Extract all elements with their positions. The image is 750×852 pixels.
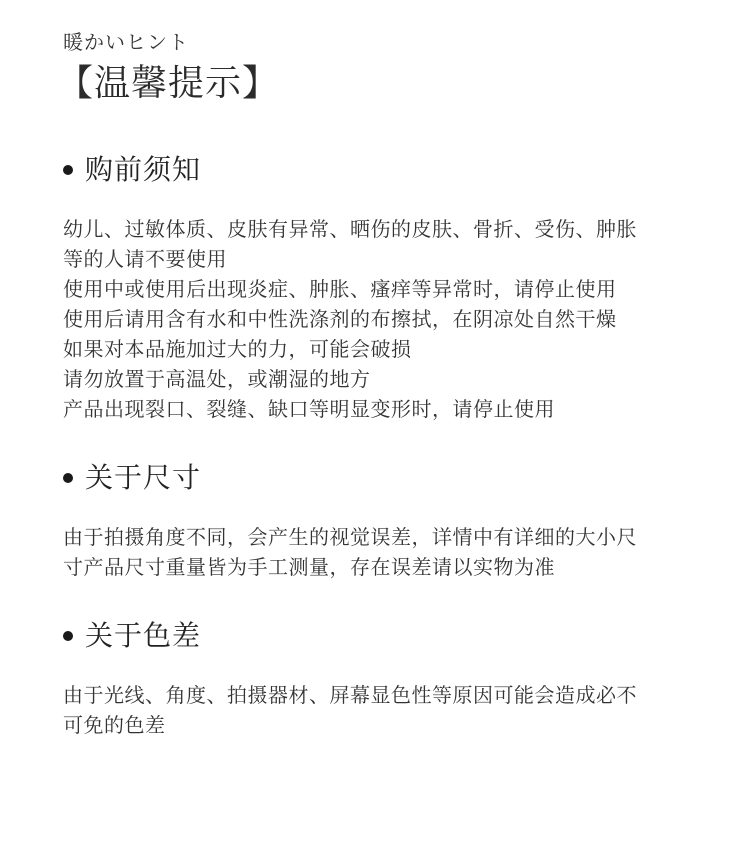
text-line: 寸产品尺寸重量皆为手工测量，存在误差请以实物为准 — [63, 555, 555, 579]
section-heading — [63, 616, 690, 656]
text-line: 由于光线、角度、拍摄器材、屏幕显色性等原因可能会造成必不 — [63, 683, 637, 707]
section-body — [63, 214, 690, 424]
section-heading — [63, 150, 690, 190]
text-line: 由于拍摄角度不同，会产生的视觉误差，详情中有详细的大小尺 — [63, 525, 637, 549]
page-subtitle: 暖かいヒント — [63, 30, 189, 54]
text-line: 幼儿、过敏体质、皮肤有异常、晒伤的皮肤、骨折、受伤、肿胀 — [63, 217, 637, 241]
section-body — [63, 680, 690, 740]
text-line: 使用中或使用后出现炎症、肿胀、瘙痒等异常时，请停止使用 — [63, 277, 617, 301]
section-title: 关于尺寸 — [85, 461, 202, 494]
section-heading — [63, 458, 690, 498]
bullet-icon — [63, 473, 73, 483]
section-about-size — [63, 458, 690, 582]
page-title: 【温馨提示】 — [57, 63, 280, 104]
text-line: 如果对本品施加过大的力，可能会破损 — [63, 337, 412, 361]
section-title: 购前须知 — [85, 153, 202, 186]
text-line: 可免的色差 — [63, 713, 166, 737]
text-line: 等的人请不要使用 — [63, 247, 227, 271]
text-line: 产品出现裂口、裂缝、缺口等明显变形时，请停止使用 — [63, 397, 555, 421]
text-line: 使用后请用含有水和中性洗涤剂的布擦拭，在阴凉处自然干燥 — [63, 307, 617, 331]
bullet-icon — [63, 631, 73, 641]
bullet-icon — [63, 165, 73, 175]
text-line: 请勿放置于高温处，或潮湿的地方 — [63, 367, 371, 391]
section-purchase-notice — [63, 150, 690, 424]
section-about-color-difference — [63, 616, 690, 740]
section-title: 关于色差 — [85, 619, 202, 652]
section-body — [63, 522, 690, 582]
